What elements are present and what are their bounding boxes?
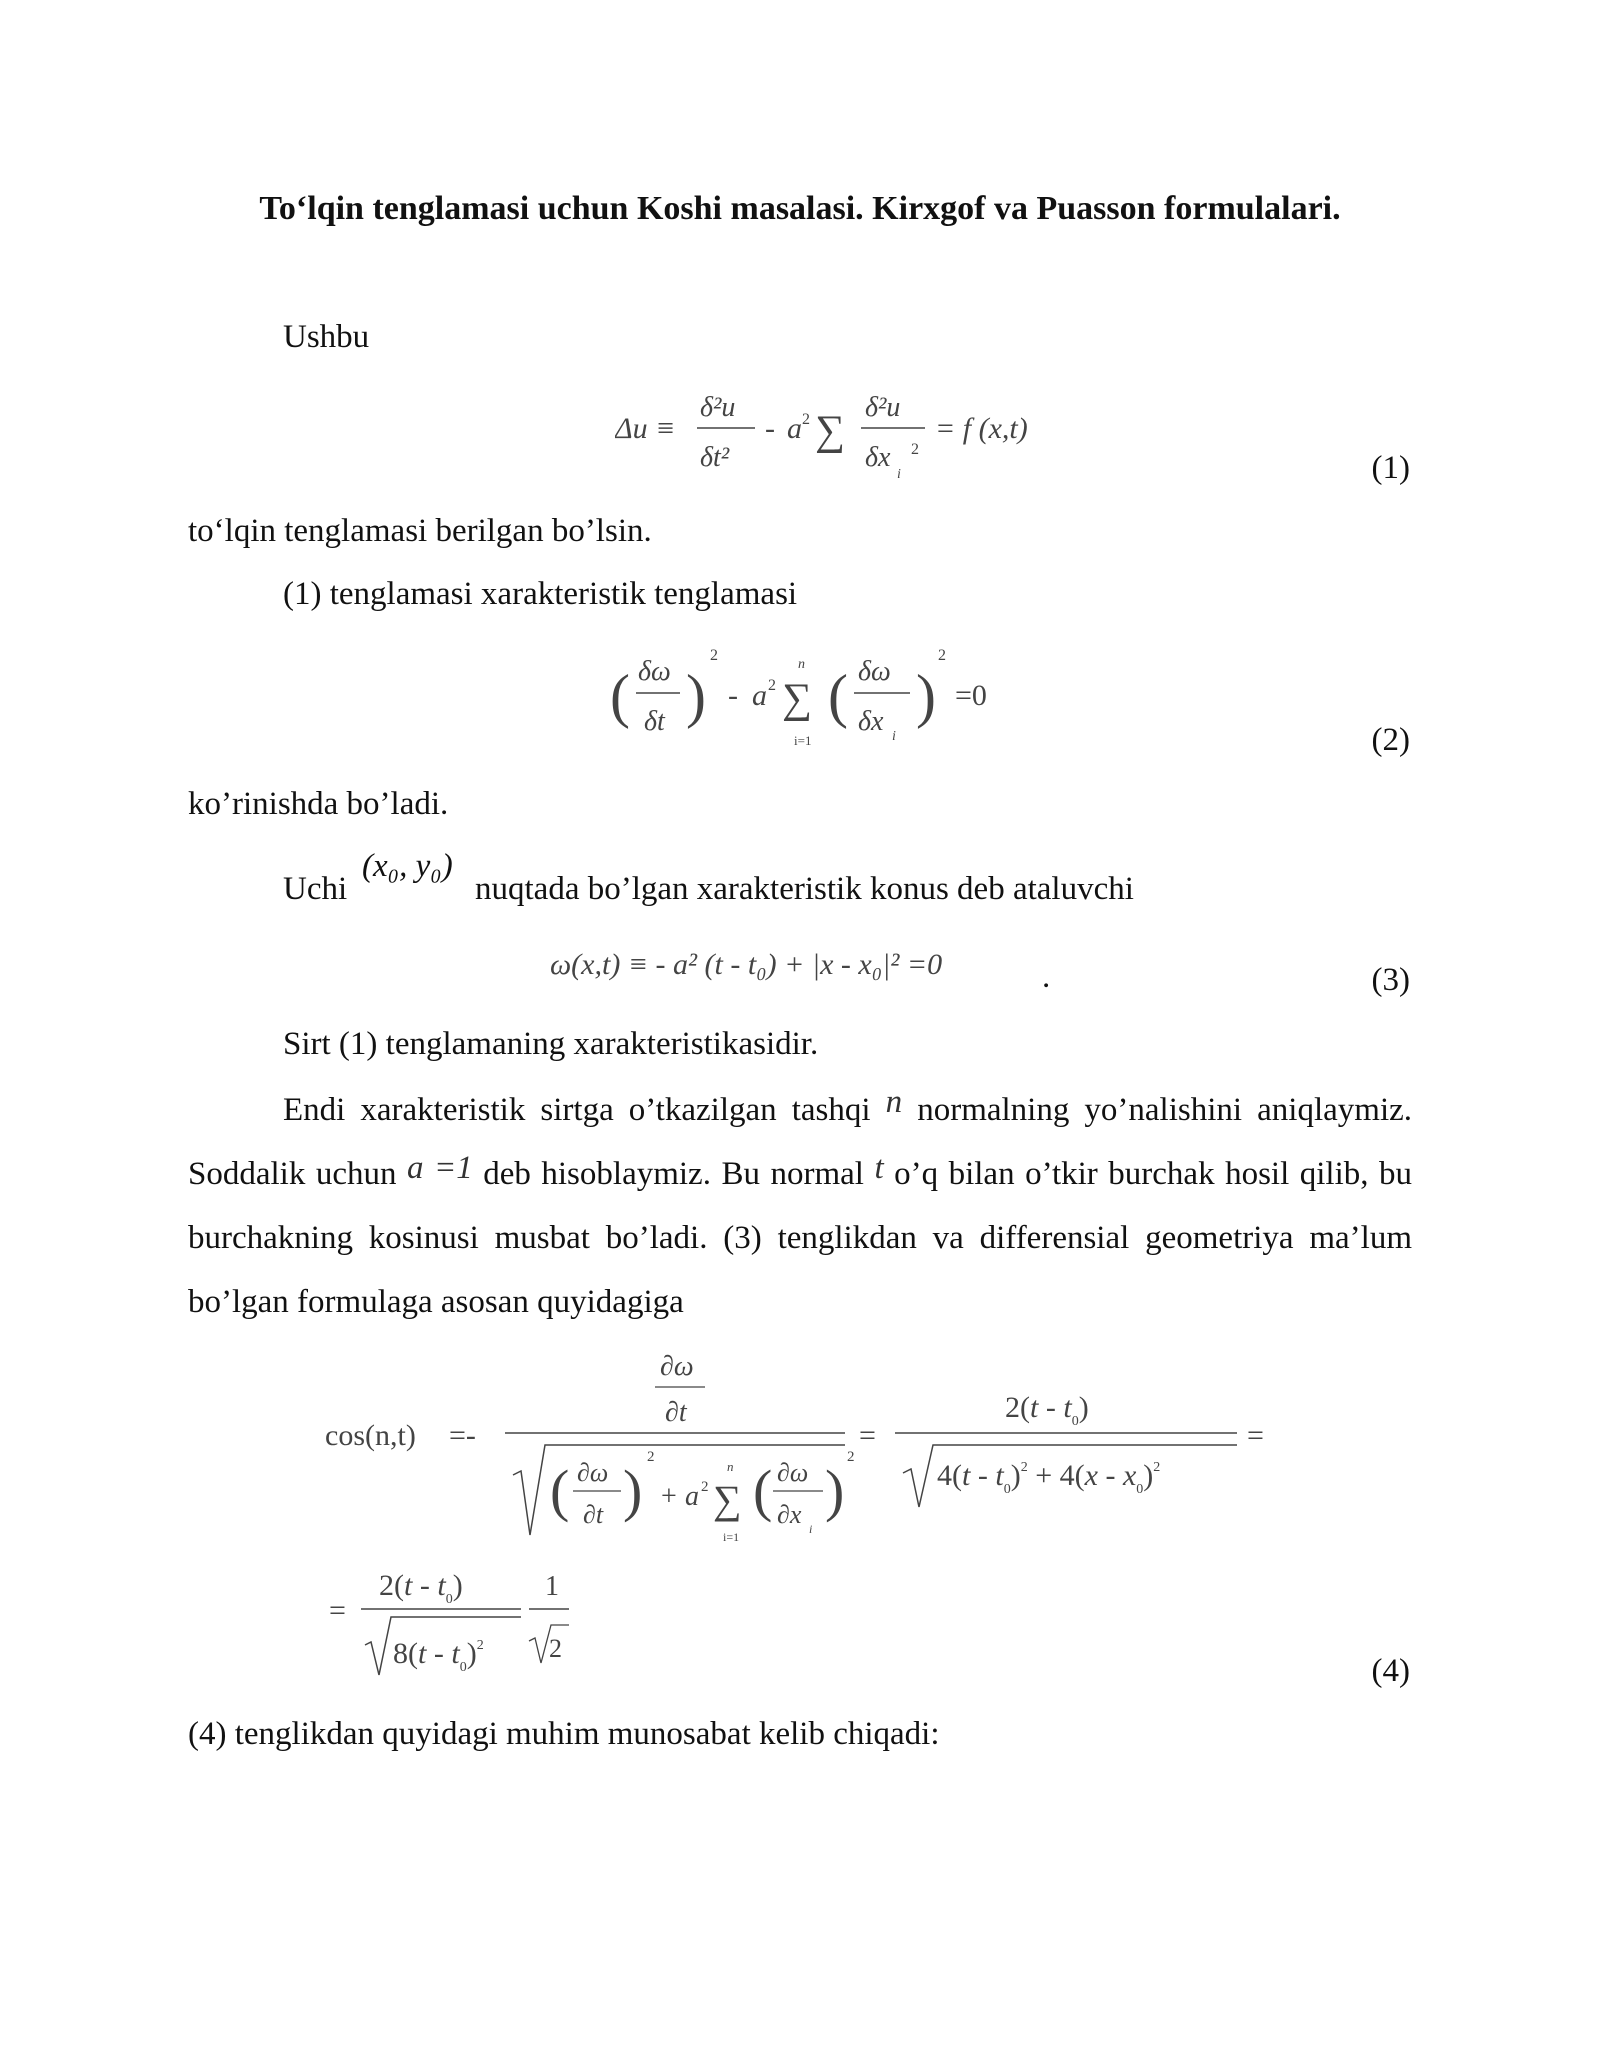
svg-text:2: 2 — [911, 441, 919, 458]
normal-part-1: Endi xarakteristik sirtga o’tkazilgan tashqi — [283, 1092, 871, 1128]
svg-text:=-: =- — [449, 1419, 476, 1452]
svg-text:n: n — [798, 657, 805, 672]
svg-text:i: i — [892, 729, 896, 744]
svg-text:(: ( — [550, 1458, 570, 1523]
equation-3-dot: . — [1042, 959, 1051, 995]
svg-text:∑: ∑ — [815, 408, 845, 454]
svg-text:2: 2 — [701, 1479, 709, 1495]
svg-text:cos(n,t): cos(n,t) — [325, 1419, 416, 1452]
svg-text:1: 1 — [545, 1571, 559, 1602]
svg-text:2: 2 — [802, 411, 810, 428]
equation-3-number: (3) — [1371, 962, 1410, 998]
svg-text:2: 2 — [710, 647, 718, 664]
paragraph-final: (4) tenglikdan quyidagi muhim munosabat kelib chiqadi: — [188, 1716, 940, 1752]
equation-4-number: (4) — [1371, 1653, 1410, 1689]
paragraph-normal — [188, 1078, 1412, 1334]
svg-text:): ) — [916, 663, 936, 729]
svg-text:δx: δx — [865, 442, 891, 473]
svg-text:=: = — [859, 1419, 876, 1452]
svg-text:2(t - t0): $2(t - t_0)$ — [379, 1569, 463, 1607]
eq1-a: a — [787, 412, 802, 445]
svg-text:∑: ∑ — [782, 676, 812, 722]
symbol-a-equals-1: a =1 — [406, 1150, 473, 1186]
eq2-rhs: =0 — [955, 679, 987, 712]
equation-4 — [325, 1345, 1295, 1700]
svg-text:4(t - t0)2 + 4(x - x0)2: $4(t - t_0)^2 + 4(x - x_0)^2$ — [937, 1459, 1161, 1497]
svg-text:(: ( — [828, 663, 848, 729]
svg-text:δ²u: δ²u — [865, 392, 901, 423]
svg-text:n: n — [727, 1459, 734, 1474]
svg-text:i=1: i=1 — [723, 1530, 740, 1544]
paragraph-uchi-end: nuqtada bo’lgan xarakteristik konus deb ataluvchi — [475, 871, 1134, 907]
paragraph-after-eq2: ko’rinishda bo’ladi. — [188, 786, 449, 822]
svg-text:8(t - t0)2: $8(t - t_0)^2$ — [393, 1637, 484, 1675]
svg-text:2: 2 — [847, 1449, 855, 1465]
svg-text:δt: δt — [644, 706, 665, 737]
svg-text:δω: δω — [858, 656, 891, 687]
normal-part-3: deb hisoblaymiz. Bu normal — [483, 1156, 864, 1192]
svg-text:i=1: i=1 — [794, 733, 812, 748]
paragraph-uchi-start: Uchi — [283, 871, 348, 907]
svg-text:∂t: ∂t — [583, 1500, 604, 1529]
svg-text:δt²: δt² — [700, 442, 730, 473]
svg-text:=: = — [1247, 1419, 1264, 1452]
svg-text:2: 2 — [768, 677, 776, 694]
svg-text:∂t: ∂t — [665, 1397, 687, 1428]
symbol-t: t — [874, 1150, 884, 1186]
svg-text:(: ( — [753, 1458, 773, 1523]
svg-text:+: + — [661, 1481, 677, 1512]
svg-text:=: = — [329, 1594, 346, 1627]
svg-text:∑: ∑ — [713, 1477, 742, 1522]
point-x0-y0: (x₀, y₀) — [362, 848, 453, 884]
svg-text:): ) — [623, 1458, 643, 1523]
svg-text:∂ω: ∂ω — [577, 1458, 609, 1487]
svg-text:-: - — [728, 679, 738, 712]
svg-text:a: a — [685, 1481, 699, 1512]
page-title: To‘lqin tenglamasi uchun Koshi masalasi. Kirxgof va Puasson formulalari. — [259, 190, 1341, 227]
equation-3: ω(x,t) ≡ - a² (t - t₀) + |x - x₀|² =0 — [550, 948, 943, 981]
svg-text:2: 2 — [647, 1449, 655, 1465]
svg-text:δ²u: δ²u — [700, 392, 736, 423]
equation-1-number: (1) — [1371, 450, 1410, 486]
svg-text:): ) — [686, 663, 706, 729]
svg-text:δx: δx — [858, 706, 884, 737]
paragraph-sirt: Sirt (1) tenglamaning xarakteristikasidir. — [283, 1026, 819, 1062]
paragraph-ushbu: Ushbu — [283, 319, 370, 355]
svg-text:2: 2 — [938, 647, 946, 664]
svg-text:∂x: ∂x — [777, 1500, 802, 1529]
svg-text:(: ( — [610, 663, 630, 729]
svg-text:∂ω: ∂ω — [660, 1351, 694, 1382]
normal-part-2: normalning yo’nalishini aniqlaymiz. Soddalik uchun — [188, 1092, 1413, 1192]
equation-2-number: (2) — [1371, 722, 1410, 758]
svg-text:): ) — [825, 1458, 845, 1523]
svg-text:i: i — [897, 467, 901, 482]
paragraph-characteristic: (1) tenglamasi xarakteristik tenglamasi — [283, 576, 798, 612]
equation-2 — [610, 640, 1010, 765]
svg-text:i: i — [809, 1522, 813, 1536]
svg-text:-: - — [765, 412, 775, 445]
svg-text:δω: δω — [638, 656, 671, 687]
eq1-lhs: Δu ≡ — [615, 412, 676, 445]
svg-text:2(t - t0): $2(t - t_0)$ — [1005, 1391, 1089, 1429]
svg-text:a: a — [752, 679, 767, 712]
symbol-n: n — [885, 1084, 903, 1120]
paragraph-after-eq1: to‘lqin tenglamasi berilgan bo’lsin. — [188, 513, 652, 549]
equation-1 — [615, 378, 1085, 493]
eq1-rhs: = f (x,t) — [935, 412, 1028, 445]
svg-text:∂ω: ∂ω — [777, 1458, 809, 1487]
normal-part-4: o’q bilan o’tkir burchak hosil qilib, bu burchakning kosinusi musbat bo’ladi. (3) tenglikdan va differensial geometriya ma’lum bo’lgan formulaga asosan quyidagiga — [188, 1156, 1412, 1320]
svg-text:2: 2 — [549, 1634, 562, 1663]
